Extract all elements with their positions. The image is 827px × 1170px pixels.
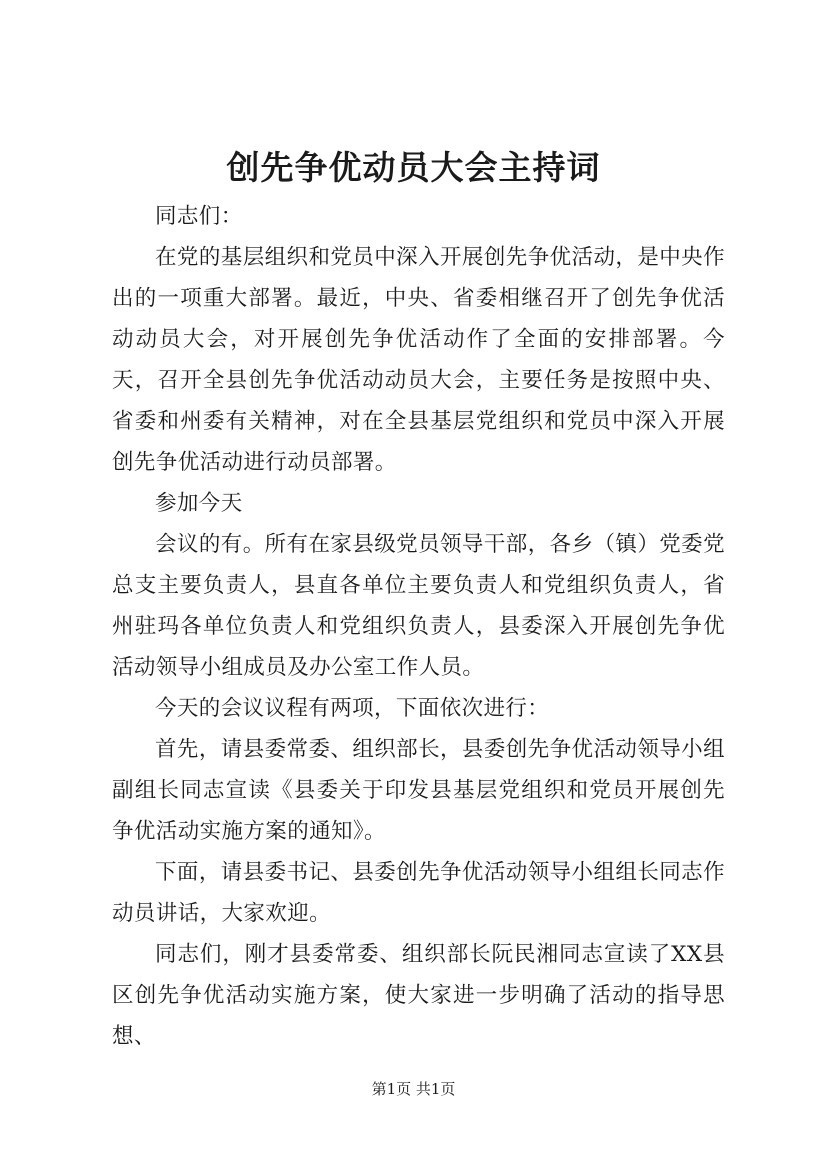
paragraph-intro: 在党的基层组织和党员中深入开展创先争优活动，是中央作出的一项重大部署。最近，中央、省委相继召开了创先争优活动动员大会，对开展创先争优活动作了全面的安排部署。今天，召开全县创先争优活动动员大会，主要任务是按照中央、省委和州委有关精神，对在全县基层党组织和党员中深入开展创先争优活动进行动员部署。 — [112, 245, 725, 475]
document-title: 创先争优动员大会主持词 — [226, 148, 601, 187]
paragraph-closing: 同志们，刚才县委常委、组织部长阮民湘同志宣读了XX县区创先争优活动实施方案，使大家进一步明确了活动的指导思想、 — [112, 942, 725, 1049]
paragraph-second-item: 下面，请县委书记、县委创先争优活动领导小组组长同志作动员讲话，大家欢迎。 — [112, 860, 725, 926]
paragraph-attendees: 会议的有。所有在家县级党员领导干部，各乡（镇）党委党总支主要负责人，县直各单位主要负责人和党组织负责人，省州驻玛各单位负责人和党组织负责人，县委深入开展创先争优活动领导小组成员及办公室工作人员。 — [112, 532, 725, 680]
paragraph-attendance-heading: 参加今天 — [155, 491, 243, 516]
document-body — [112, 196, 725, 1057]
paragraph-agenda: 今天的会议议程有两项，下面依次进行： — [155, 696, 550, 721]
paragraph-first-item: 首先，请县委常委、组织部长，县委创先争优活动领导小组副组长同志宣读《县委关于印发县基层党组织和党员开展创先争优活动实施方案的通知》。 — [112, 737, 725, 844]
page-number-footer: 第1页 共1页 — [371, 1080, 456, 1098]
paragraph-salutation: 同志们： — [155, 204, 243, 229]
